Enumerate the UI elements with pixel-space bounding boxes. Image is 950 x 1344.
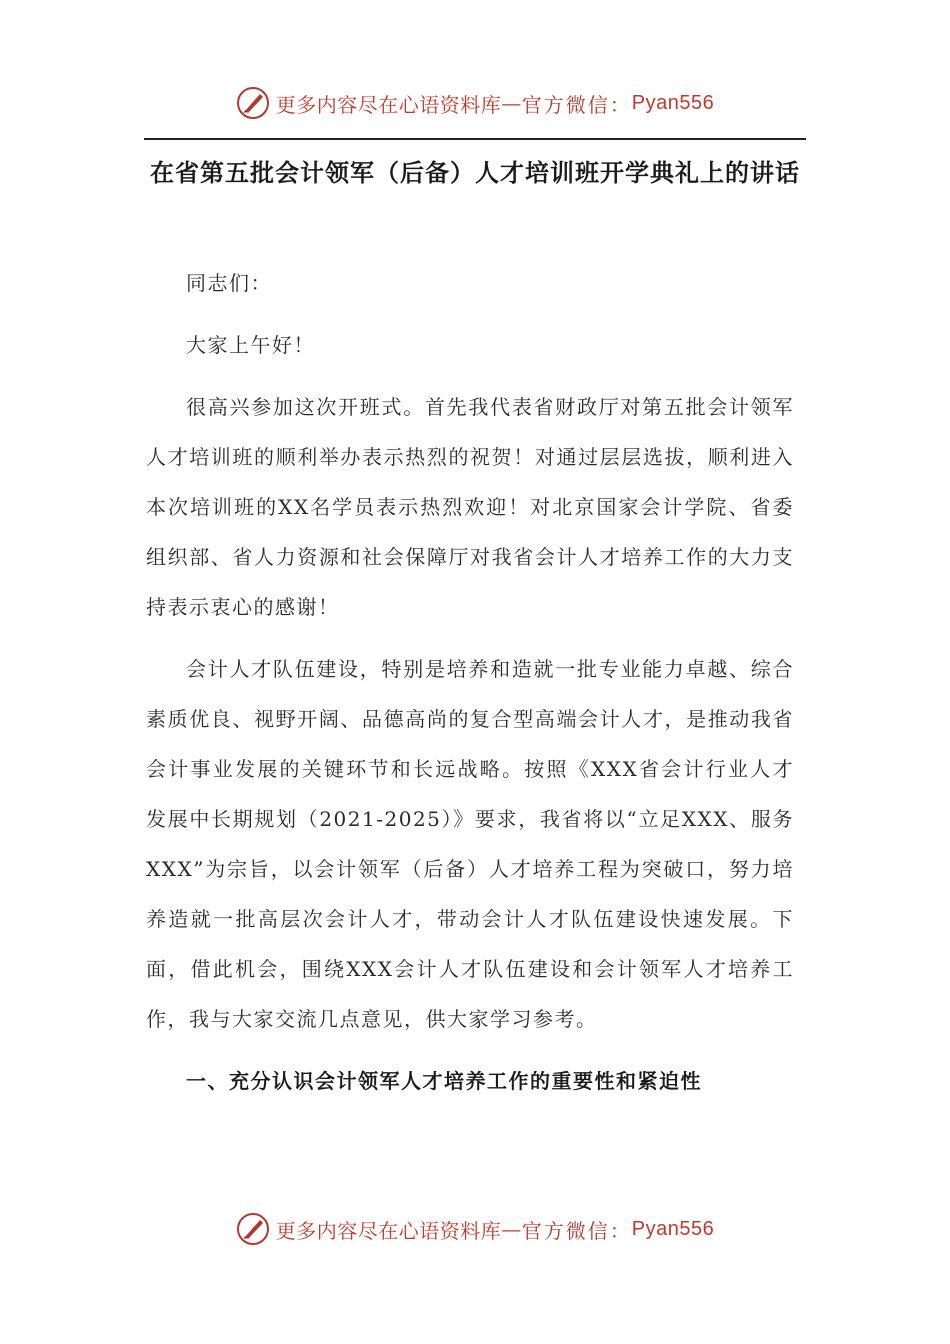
banner-main-text: 更多内容尽在心语资料库 [275,92,502,117]
salutation: 同志们： [186,271,272,295]
banner-separator: — [501,91,522,115]
greeting: 大家上午好！ [186,333,315,357]
header-banner [0,86,950,120]
header-rule [144,138,806,140]
body-paragraph: 会计人才队伍建设，特别是培养和造就一批专业能力卓越、综合素质优良、视野开阔、品德高尚的复合型高端会计人才，是推动我省会计事业发展的关键环节和长远战略。按照《XXX省会计行业人才发展中长期规划（2021-2025）》要求，我省将以“立足XXX、服务XXX”为宗旨，以会计领军（后备）人才培养工程为突破口，努力培养造就一批高层次会计人才，带动会计人才队伍建设快速发展。下面，借此机会，围绕XXX会计人才队伍建设和会计领军人才培养工作，我与大家交流几点意见，供大家学习参考。 [146,657,794,1031]
document-title: 在省第五批会计领军（后备）人才培训班开学典礼上的讲话 [150,159,800,187]
section-heading: 一、充分认识会计领军人才培养工作的重要性和紧迫性 [186,1069,702,1093]
footer-banner [0,1212,950,1246]
pen-logo-icon [236,1212,270,1246]
banner-wechat-id: Pyan556 [631,1217,715,1240]
pen-logo-icon [236,86,270,120]
body-paragraph: 很高兴参加这次开班式。首先我代表省财政厅对第五批会计领军人才培训班的顺利举办表示热烈的祝贺！对通过层层选拔，顺利进入本次培训班的XX名学员表示热烈欢迎！对北京国家会计学院、省委组织部、省人力资源和社会保障厅对我省会计人才培养工作的大力支持表示衷心的感谢！ [146,395,794,619]
document-body [146,258,794,1118]
banner-main-text: 更多内容尽在心语资料库 [275,1218,502,1243]
banner-sub-text: 官方微信： [521,92,632,117]
banner-sub-text: 官方微信： [521,1218,632,1243]
banner-separator: — [501,1217,522,1241]
banner-wechat-id: Pyan556 [631,91,715,114]
